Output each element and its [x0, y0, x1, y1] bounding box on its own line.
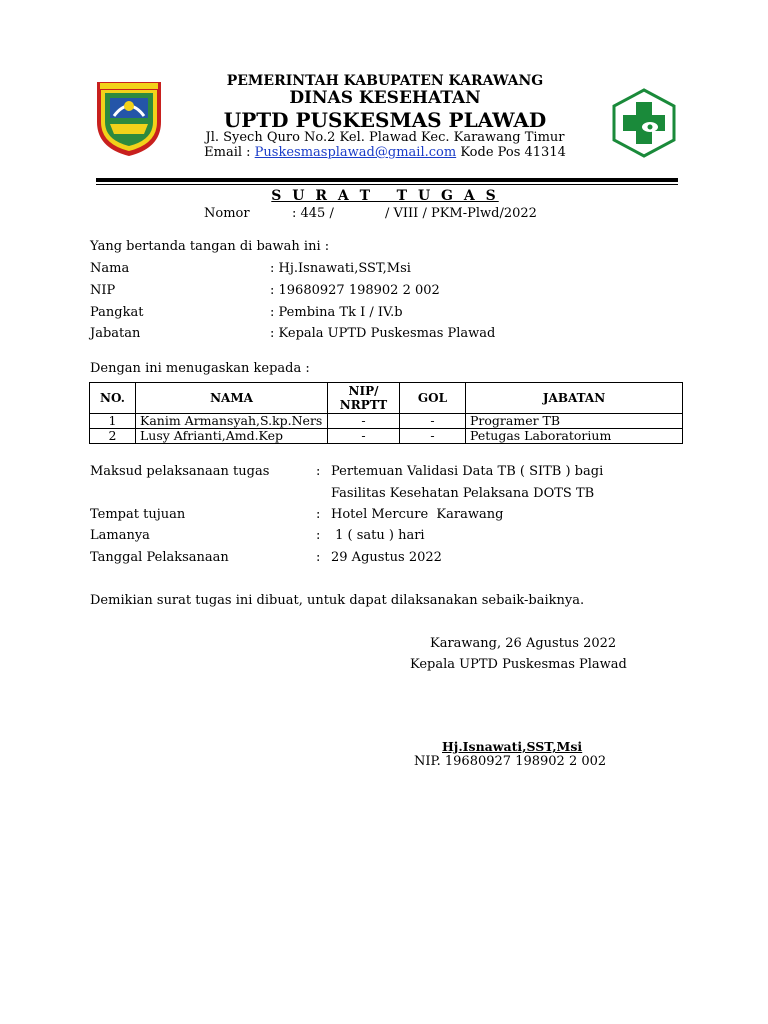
cell-nama: Lusy Afrianti,Amd.Kep [136, 429, 328, 444]
cell-jabatan: Petugas Laboratorium [466, 429, 683, 444]
email-link[interactable]: Puskesmasplawad@gmail.com [254, 145, 457, 160]
intro-text: Yang bertanda tangan di bawah ini : [90, 239, 330, 254]
header-address: Jl. Syech Quro No.2 Kel. Plawad Kec. Karawang Timur [205, 130, 565, 145]
table-row [90, 414, 683, 429]
signer-value: : Hj.Isnawati,SST,Msi [270, 261, 411, 276]
email-label: Email : [204, 145, 251, 160]
signer-value: : Pembina Tk I / IV.b [270, 305, 403, 320]
detail-value: Hotel Mercure Karawang [331, 507, 504, 522]
detail-separator: : [316, 550, 321, 565]
detail-label: Maksud pelaksanaan tugas [90, 464, 270, 479]
detail-value: Pertemuan Validasi Data TB ( SITB ) bagi [331, 464, 604, 479]
header-divider-thin [96, 184, 678, 185]
cell-nip: - [328, 429, 400, 444]
closing-statement: Demikian surat tugas ini dibuat, untuk dapat dilaksanakan sebaik-baiknya. [90, 593, 585, 608]
document-title: S U R A T T U G A S [271, 188, 499, 204]
cell-nip: - [328, 414, 400, 429]
signer-position: Kepala UPTD Puskesmas Plawad [410, 657, 627, 672]
cell-no: 1 [90, 414, 136, 429]
nomor-label: Nomor [204, 206, 250, 221]
detail-value: 1 ( satu ) hari [331, 528, 425, 543]
karawang-emblem-logo [94, 76, 164, 158]
detail-separator: : [316, 507, 321, 522]
header-institution: UPTD PUSKESMAS PLAWAD [223, 108, 547, 132]
puskesmas-logo [610, 88, 678, 158]
cell-jabatan: Programer TB [466, 414, 683, 429]
nomor-value: : 445 / [292, 206, 334, 221]
cell-no: 2 [90, 429, 136, 444]
detail-value: Fasilitas Kesehatan Pelaksana DOTS TB [331, 486, 595, 501]
signer-label: Pangkat [90, 305, 144, 320]
assignment-table [89, 382, 683, 444]
signer-value: : 19680927 198902 2 002 [270, 283, 440, 298]
place-date: Karawang, 26 Agustus 2022 [430, 636, 617, 651]
table-row [90, 429, 683, 444]
cell-gol: - [400, 429, 466, 444]
detail-label: Tempat tujuan [90, 507, 186, 522]
detail-value: 29 Agustus 2022 [331, 550, 442, 565]
col-header-gol: GOL [400, 383, 466, 414]
detail-separator: : [316, 464, 321, 479]
col-header-no: NO. [90, 383, 136, 414]
nomor-rest: / VIII / PKM-Plwd/2022 [385, 206, 537, 221]
col-header-jabatan: JABATAN [466, 383, 683, 414]
header-department: DINAS KESEHATAN [289, 88, 481, 108]
detail-label: Lamanya [90, 528, 150, 543]
signer-label: Nama [90, 261, 130, 276]
detail-label: Tanggal Pelaksanaan [90, 550, 229, 565]
signer-name: Hj.Isnawati,SST,Msi [442, 739, 583, 754]
table-header-row [90, 383, 683, 414]
col-header-nip: NIP/ NRPTT [328, 383, 400, 414]
signer-label: Jabatan [90, 326, 141, 341]
signer-label: NIP [90, 283, 116, 298]
assign-intro: Dengan ini menugaskan kepada : [90, 361, 310, 376]
header-government: PEMERINTAH KABUPATEN KARAWANG [226, 73, 544, 89]
col-header-nama: NAMA [136, 383, 328, 414]
cell-gol: - [400, 414, 466, 429]
header-contact [170, 145, 600, 160]
header-divider-thick [96, 178, 678, 182]
cell-nama: Kanim Armansyah,S.kp.Ners [136, 414, 328, 429]
signer-value: : Kepala UPTD Puskesmas Plawad [270, 326, 496, 341]
postcode: Kode Pos 41314 [460, 145, 566, 160]
detail-separator: : [316, 528, 321, 543]
signer-nip: NIP. 19680927 198902 2 002 [414, 754, 607, 769]
